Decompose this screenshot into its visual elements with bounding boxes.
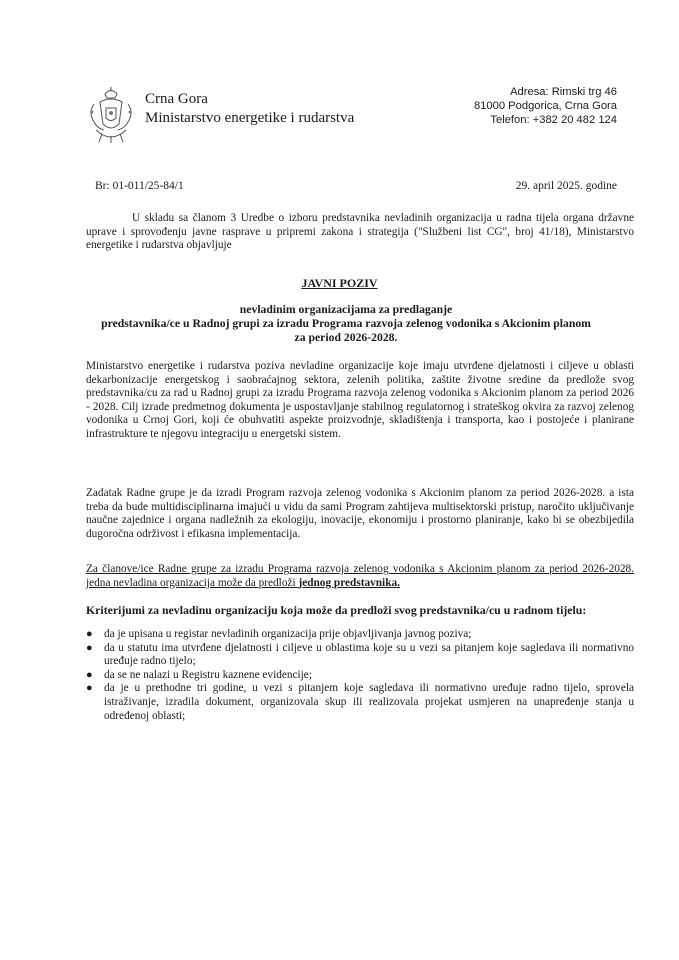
bullet-icon: ●	[86, 682, 93, 695]
intro-paragraph: U skladu sa članom 3 Uredbe o izboru predstavnika nevladinih organizacija u radna tijela organa državne uprave i sprovođenju javne rasprave u pripremi zakona i strategija ("Službeni list CG", broj 41/18), Ministarstvo energetike i rudarstva objavljuje	[86, 212, 634, 252]
list-item	[86, 682, 634, 723]
list-item	[86, 628, 634, 642]
document-date: 29. april 2025. godine	[515, 180, 617, 192]
coat-of-arms-icon	[86, 86, 136, 144]
ministry-name: Ministarstvo energetike i rudarstva	[145, 110, 355, 126]
members-text: Za članove/ice Radne grupe za izradu Programa razvoja zelenog vodonika s Akcionim planom za period 2026-2028. jedna nevladina organizacija može da predloži	[86, 563, 634, 589]
list-item	[86, 642, 634, 669]
page-title: JAVNI POZIV	[301, 276, 378, 290]
bullet-icon: ●	[86, 668, 93, 681]
city-line: 81000 Podgorica, Crna Gora	[473, 100, 617, 112]
subtitle	[70, 303, 622, 345]
criteria-item-text: da je u prethodne tri godine, u vezi s pitanjem koje sagledava ili normativno uređuje radno tijelo, sprovela istraživanje, izradila dokument, organizovala skup ili realizovala projekat usmjeren na unapređenje stanja u određenoj oblasti;	[104, 682, 634, 722]
paragraph-task: Zadatak Radne grupe je da izradi Program razvoja zelenog vodonika s Akcionim planom za period 2026-2028. a ista treba da bude multidisciplinarna imajući u vidu da sami Program zahtijeva multisektorski pristup, naročito uključivanje naučne zajednice i organa nadležnih za ekologiju, inovacije, ekonomiju i prostorno planiranje, kako bi se obezbijedila dugoročna održivost i efikasna implementacija.	[86, 487, 634, 540]
subtitle-line-1: nevladinim organizacijama za predlaganje	[239, 303, 453, 316]
phone-line: Telefon: +382 20 482 124	[490, 114, 617, 126]
subtitle-line-3: za period 2026-2028.	[294, 331, 398, 344]
members-bold-text: jednog predstavnika.	[298, 576, 400, 589]
criteria-item-text: da se ne nalazi u Registru kaznene evidencije;	[104, 668, 312, 681]
address-line: Adresa: Rimski trg 46	[510, 86, 617, 98]
header-left	[145, 90, 354, 128]
subtitle-line-2: predstavnika/ce u Radnoj grupi za izradu Programa razvoja zelenog vodonika s Akcionim planom	[101, 317, 591, 330]
reference-number: Br: 01-011/25-84/1	[95, 180, 184, 192]
list-item	[86, 669, 634, 683]
paragraph-invitation: Ministarstvo energetike i rudarstva poziva nevladine organizacije koje imaju utvrđene djelatnosti i ciljeve u oblasti dekarbonizacije energetskog i saobraćajnog sektora, zelenih politika, zaštite životne sredine da predlože svog predstavnika/cu za rad u Radnoj grupi za izradu Programa razvoja zelenog vodonika s Akcionim planom za period 2026 - 2028. Cilj izrade predmetnog dokumenta je uspostavljanje stabilnog regulatornog i strateškog okvira za razvoj zelenog vodonika u Crnoj Gori, koji će obuhvatiti aspekte proizvodnje, skladištenja i transporta, kao i postojeće i planirane infrastrukture te njegovu integraciju u energetski sistem.	[86, 360, 634, 440]
header-contact	[474, 85, 617, 127]
bullet-icon: ●	[86, 641, 93, 654]
criteria-heading: Kriterijumi za nevladinu organizaciju koja može da predloži svog predstavnika/cu u radnom tijelu:	[86, 603, 587, 617]
criteria-list	[86, 628, 634, 723]
criteria-item-text: da je upisana u registar nevladinih organizacija prije objavljivanja javnog poziva;	[104, 628, 472, 640]
country-name: Crna Gora	[145, 91, 208, 107]
paragraph-members	[86, 563, 634, 590]
bullet-icon: ●	[86, 628, 93, 640]
criteria-item-text: da u statutu ima utvrđene djelatnosti i ciljeve u oblastima koje su u vezi sa pitanjem koje sagledava ili normativno uređuje radno tijelo;	[104, 641, 634, 668]
